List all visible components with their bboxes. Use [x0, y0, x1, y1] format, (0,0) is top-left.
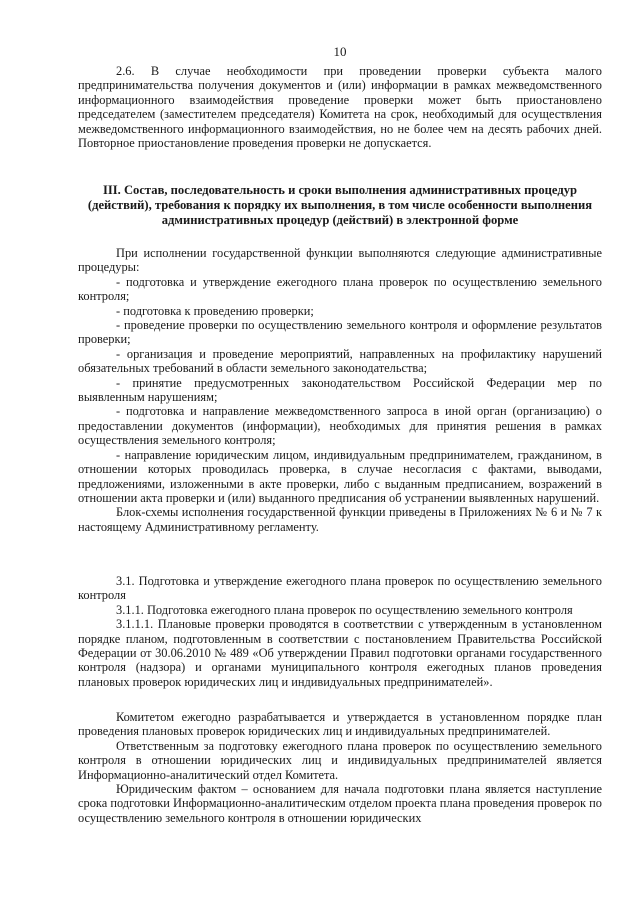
- section-3-1-continued: [78, 710, 602, 825]
- procedures-intro: При исполнении государственной функции выполняются следующие административные процедуры:: [78, 246, 602, 275]
- section-title: III. Состав, последовательность и сроки выполнения административных процедур (действий), требования к порядку их выполнения, в том числе особенности выполнения административных процедур (действий) в электронной форме: [87, 183, 593, 227]
- section-3-1: [78, 574, 602, 689]
- paragraph-committee: Комитетом ежегодно разрабатывается и утверждается в установленном порядке план проведения плановых проверок юридических лиц и индивидуальных предпринимателей.: [78, 710, 602, 739]
- procedure-item: - подготовка к проведению проверки;: [116, 303, 314, 318]
- procedure-item: - подготовка и направление межведомственного запроса в иной орган (организацию) о предоставлении документов (информации), необходимых для принятия решения в рамках осуществления земельного контроля;: [78, 404, 602, 448]
- paragraph-2-6: 2.6. В случае необходимости при проведении проверки субъекта малого предпринимательства получения документов и (или) информации в рамках межведомственного информационного взаимодействия проведение проверки может быть приостановлено председателем (заместителем председателя) Комитета на срок, необходимый для осуществления межведомственного информационного взаимодействия, но не более чем на десять рабочих дней. Повторное приостановление проведения проверки не допускается.: [78, 64, 602, 151]
- procedure-item: - направление юридическим лицом, индивидуальным предпринимателем, гражданином, в отношении которых проводилась проверка, в случае несогласия с фактами, выводами, предложениями, изложенными в акте проверки, либо с выданным предписанием, возражений в отношении акта проверки и (или) выданного предписания об устранении выявленных нарушений.: [78, 447, 602, 505]
- heading-3-1: 3.1. Подготовка и утверждение ежегодного плана проверок по осуществлению земельного контроля: [78, 574, 602, 603]
- flowcharts-paragraph: Блок-схемы исполнения государственной функции приведены в Приложениях № 6 и № 7 к настоящему Административному регламенту.: [78, 505, 602, 534]
- procedure-item: - проведение проверки по осуществлению земельного контроля и оформление результатов проверки;: [78, 318, 602, 347]
- heading-3-1-1: 3.1.1. Подготовка ежегодного плана проверок по осуществлению земельного контроля: [116, 602, 573, 617]
- procedure-item: - принятие предусмотренных законодательством Российской Федерации мер по выявленным нарушениям;: [78, 375, 602, 405]
- procedures-list: [78, 246, 602, 534]
- procedure-item: - подготовка и утверждение ежегодного плана проверок по осуществлению земельного контроля;: [78, 274, 602, 304]
- paragraph-legal-fact: Юридическим фактом – основанием для начала подготовки плана является наступление срока подготовки Информационно-аналитическим отделом проекта плана проведения проверок по осуществлению земельного контроля в отношении юридических: [78, 782, 602, 825]
- paragraph-responsible: Ответственным за подготовку ежегодного плана проверок по осуществлению земельного контроля в отношении юридических лиц и индивидуальных предпринимателей является Информационно-аналитический отдел Комитета.: [78, 738, 602, 782]
- page-number: 10: [333, 44, 347, 59]
- paragraph-3-1-1-1: 3.1.1.1. Плановые проверки проводятся в соответствии с утвержденным в установленном порядке планом, подготовленным в соответствии с постановлением Правительства Российской Федерации от 30.06.2010 № 489 «Об утверждении Правил подготовки органами государственного контроля (надзора) и органами муниципального контроля ежегодных планов проведения плановых проверок юридических лиц и индивидуальных предпринимателей».: [78, 617, 602, 689]
- procedure-item: - организация и проведение мероприятий, направленных на профилактику нарушений обязательных требований в области земельного законодательства;: [78, 346, 602, 376]
